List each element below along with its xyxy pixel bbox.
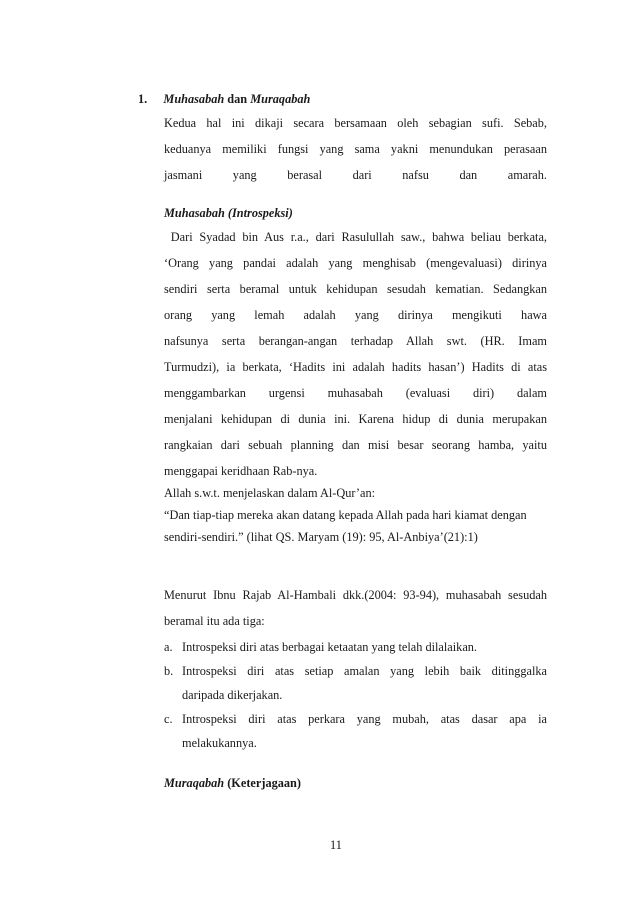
list-item-b-line-2: daripada dikerjakan. — [182, 688, 283, 702]
list-item-c-line-2: melakukannya. — [182, 736, 257, 750]
muhasabah-line-9: rangkaian dari sebuah planning dan misi besar seorang hamba, yaitu — [164, 438, 547, 452]
muhasabah-line-5: nafsunya serta berangan-angan terhadap Allah swt. (HR. Imam — [164, 334, 547, 348]
list-item-marker-c: c. — [164, 712, 173, 726]
muraqabah-heading — [164, 776, 301, 791]
muhasabah-line-8: menjalani kehidupan di dunia ini. Karena hidup di dunia merupakan — [164, 412, 547, 426]
quote-line-2: sendiri-sendiri.” (lihat QS. Maryam (19): 95, Al-Anbiya’(21):1) — [164, 530, 478, 544]
ibnu-rajab-line-2: beramal itu ada tiga: — [164, 614, 265, 628]
muhasabah-line-2: ‘Orang yang pandai adalah yang menghisab (mengevaluasi) dirinya — [164, 256, 547, 270]
page-number: 11 — [330, 838, 342, 852]
intro-line-1: Kedua hal ini dikaji secara bersamaan oleh sebagian sufi. Sebab, — [164, 116, 547, 130]
muhasabah-line-7: menggambarkan urgensi muhasabah (evaluasi diri) dalam — [164, 386, 547, 400]
section-number: 1. — [138, 92, 148, 106]
muhasabah-line-3: sendiri serta beramal untuk kehidupan sesudah kematian. Sedangkan — [164, 282, 547, 296]
list-item-b-line-1: Introspeksi diri atas setiap amalan yang lebih baik ditinggalka — [182, 664, 547, 678]
intro-line-2: keduanya memiliki fungsi yang sama yakni menundukan perasaan — [164, 142, 547, 156]
section-heading — [138, 92, 310, 107]
muhasabah-line-6: Turmudzi), ia berkata, ‘Hadits ini adalah hadits hasan’) Hadits di atas — [164, 360, 547, 374]
quote-line-1: “Dan tiap-tiap mereka akan datang kepada Allah pada hari kiamat dengan — [164, 508, 527, 522]
ibnu-rajab-line-1: Menurut Ibnu Rajab Al-Hambali dkk.(2004: 93-94), muhasabah sesudah — [164, 588, 547, 602]
intro-line-3: jasmani yang berasal dari nafsu dan amarah. — [164, 168, 547, 182]
muhasabah-line-4: orang yang lemah adalah yang dirinya mengikuti hawa — [164, 308, 547, 322]
heading-term-muhasabah: Muhasabah — [163, 92, 225, 106]
heading-term-muraqabah: Muraqabah — [250, 92, 311, 106]
muraqabah-heading-term: Muraqabah — [164, 776, 225, 790]
heading-join: dan — [224, 92, 251, 106]
list-item-a-line-1: Introspeksi diri atas berbagai ketaatan yang telah dilalaikan. — [182, 640, 478, 654]
allah-line: Allah s.w.t. menjelaskan dalam Al-Qur’an: — [164, 486, 376, 500]
muraqabah-heading-rest: (Keterjagaan) — [224, 776, 301, 790]
muhasabah-line-1: Dari Syadad bin Aus r.a., dari Rasulullah saw., bahwa beliau berkata, — [164, 230, 547, 244]
muhasabah-heading: Muhasabah (Introspeksi) — [164, 206, 293, 220]
list-item-c-line-1: Introspeksi diri atas perkara yang mubah, atas dasar apa ia — [182, 712, 547, 726]
muhasabah-line-10: menggapai keridhaan Rab-nya. — [164, 464, 318, 478]
list-item-marker-a: a. — [164, 640, 173, 654]
list-item-marker-b: b. — [164, 664, 174, 678]
